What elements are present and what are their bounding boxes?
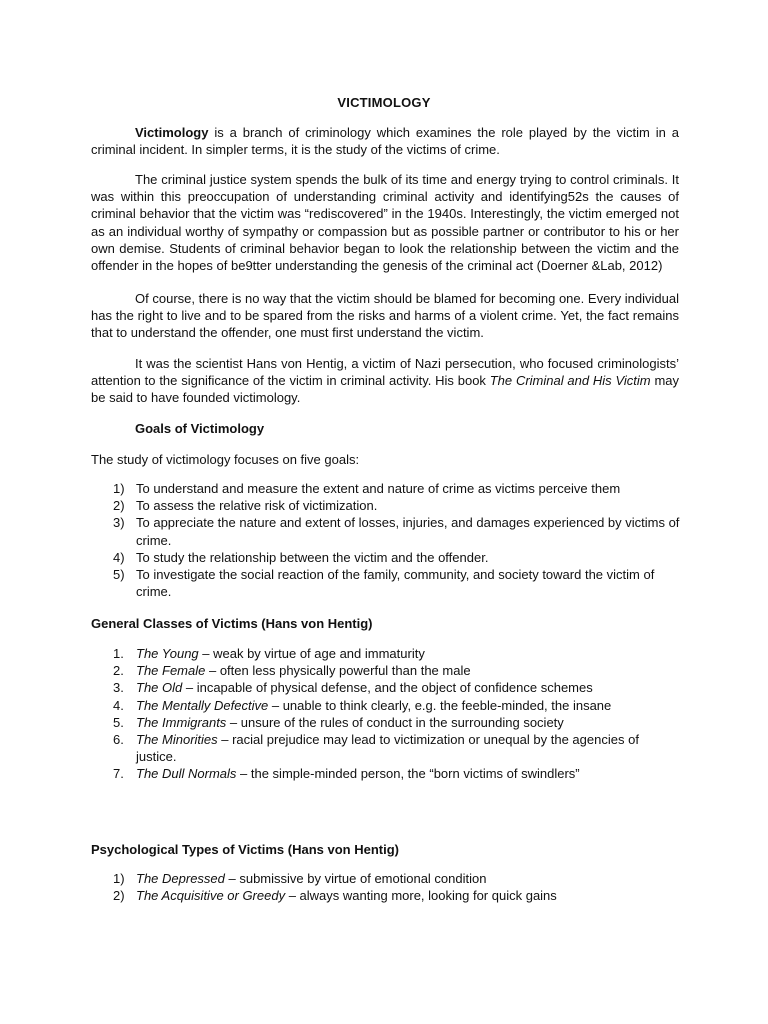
hentig-text-after: may be said to have founded victimology. bbox=[91, 373, 680, 406]
list-number: 2) bbox=[113, 888, 125, 904]
list-text: – always wanting more, looking for quick gains bbox=[285, 888, 557, 904]
list-number: 1) bbox=[113, 481, 125, 496]
list-item bbox=[91, 549, 681, 566]
list-text: – often less physically powerful than the male bbox=[205, 663, 471, 679]
definition-text: is a branch of criminology which examines the role played by the victim in a criminal incident. In simpler terms, it is the study of the victims of crime. bbox=[91, 125, 679, 158]
list-text: To appreciate the nature and extent of losses, injuries, and damages experienced by victims of crime. bbox=[136, 515, 680, 548]
list-term: The Minorities bbox=[136, 732, 218, 748]
list-term: The Young bbox=[136, 646, 199, 661]
list-number: 7. bbox=[113, 766, 124, 782]
list-number: 5) bbox=[113, 567, 125, 583]
goals-intro: The study of victimology focuses on five goals: bbox=[91, 452, 360, 467]
goals-list bbox=[91, 480, 681, 600]
list-text: To study the relationship between the victim and the offender. bbox=[136, 549, 489, 565]
list-number: 6. bbox=[113, 732, 124, 748]
psych-list bbox=[91, 870, 681, 904]
list-number: 5. bbox=[113, 714, 124, 730]
list-item bbox=[91, 497, 681, 514]
list-text: – unsure of the rules of conduct in the surrounding society bbox=[226, 714, 564, 730]
list-term: The Female bbox=[136, 663, 206, 679]
list-number: 4) bbox=[113, 549, 125, 565]
list-number: 1) bbox=[113, 871, 125, 886]
classes-list bbox=[91, 645, 681, 783]
list-number: 3) bbox=[113, 515, 125, 531]
hentig-text-before: It was the scientist Hans von Hentig, a victim of Nazi persecution, who focused criminologists’ attention to the significance of the victim in criminal activity. His book bbox=[91, 356, 679, 389]
list-item bbox=[91, 679, 681, 696]
paragraph-hentig bbox=[91, 355, 679, 407]
term-victimology: Victimology bbox=[135, 125, 209, 140]
list-item bbox=[91, 662, 681, 679]
list-term: The Acquisitive or Greedy bbox=[136, 888, 286, 904]
list-term: The Immigrants bbox=[136, 714, 227, 730]
book-title: The Criminal and His Victim bbox=[489, 373, 651, 389]
paragraph-blame: Of course, there is no way that the victim should be blamed for becoming one. Every individual has the right to live and to be spared from the risks and harms of a violent crime. Yet, the fact remains that to understand the offender, one must first understand the victim. bbox=[91, 291, 679, 341]
list-item bbox=[91, 697, 681, 714]
list-text: – racial prejudice may lead to victimization or unequal by the agencies of justice. bbox=[136, 732, 639, 765]
list-term: The Old bbox=[136, 680, 183, 696]
paragraph-history: The criminal justice system spends the bulk of its time and energy trying to control criminals. It was within this preoccupation of understanding criminal activity and identifying52s the causes of criminal behavior that the victim was “rediscovered” in the 1940s. Interestingly, the victim emerged not as an individual worthy of sympathy or compassion but as possible partner or contributor to his or her own demise. Students of criminal behavior began to look the relationship between the victim and the offender in the hopes of be9tter understanding the genesis of the criminal act (Doerner &Lab, 2012) bbox=[91, 172, 679, 274]
list-text: – unable to think clearly, e.g. the feeble-minded, the insane bbox=[268, 697, 612, 713]
list-text: To assess the relative risk of victimization. bbox=[136, 498, 378, 514]
list-text: – weak by virtue of age and immaturity bbox=[198, 646, 425, 661]
list-item bbox=[91, 731, 681, 765]
list-item bbox=[91, 887, 681, 904]
list-text: – submissive by virtue of emotional condition bbox=[224, 871, 487, 886]
page-title: VICTIMOLOGY bbox=[337, 95, 431, 110]
paragraph-definition bbox=[91, 124, 679, 158]
list-number: 2) bbox=[113, 498, 125, 514]
list-term: The Depressed bbox=[136, 871, 225, 886]
list-item bbox=[91, 514, 681, 548]
list-item bbox=[91, 870, 681, 887]
list-item bbox=[91, 714, 681, 731]
list-item bbox=[91, 645, 681, 662]
list-number: 3. bbox=[113, 680, 124, 696]
list-number: 1. bbox=[113, 646, 124, 661]
classes-heading: General Classes of Victims (Hans von Hentig) bbox=[91, 616, 373, 631]
list-text: – incapable of physical defense, and the object of confidence schemes bbox=[182, 680, 593, 696]
goals-heading: Goals of Victimology bbox=[135, 421, 265, 436]
list-number: 2. bbox=[113, 663, 124, 679]
list-number: 4. bbox=[113, 697, 124, 713]
list-term: The Mentally Defective bbox=[136, 697, 269, 713]
list-text: To investigate the social reaction of the family, community, and society toward the victim of crime. bbox=[136, 567, 655, 600]
list-text: To understand and measure the extent and nature of crime as victims perceive them bbox=[136, 481, 621, 496]
list-item bbox=[91, 480, 681, 497]
list-item bbox=[91, 765, 681, 782]
psych-heading: Psychological Types of Victims (Hans von Hentig) bbox=[91, 842, 399, 857]
list-term: The Dull Normals bbox=[136, 766, 237, 782]
list-text: – the simple-minded person, the “born victims of swindlers” bbox=[236, 766, 580, 782]
list-item bbox=[91, 566, 681, 600]
